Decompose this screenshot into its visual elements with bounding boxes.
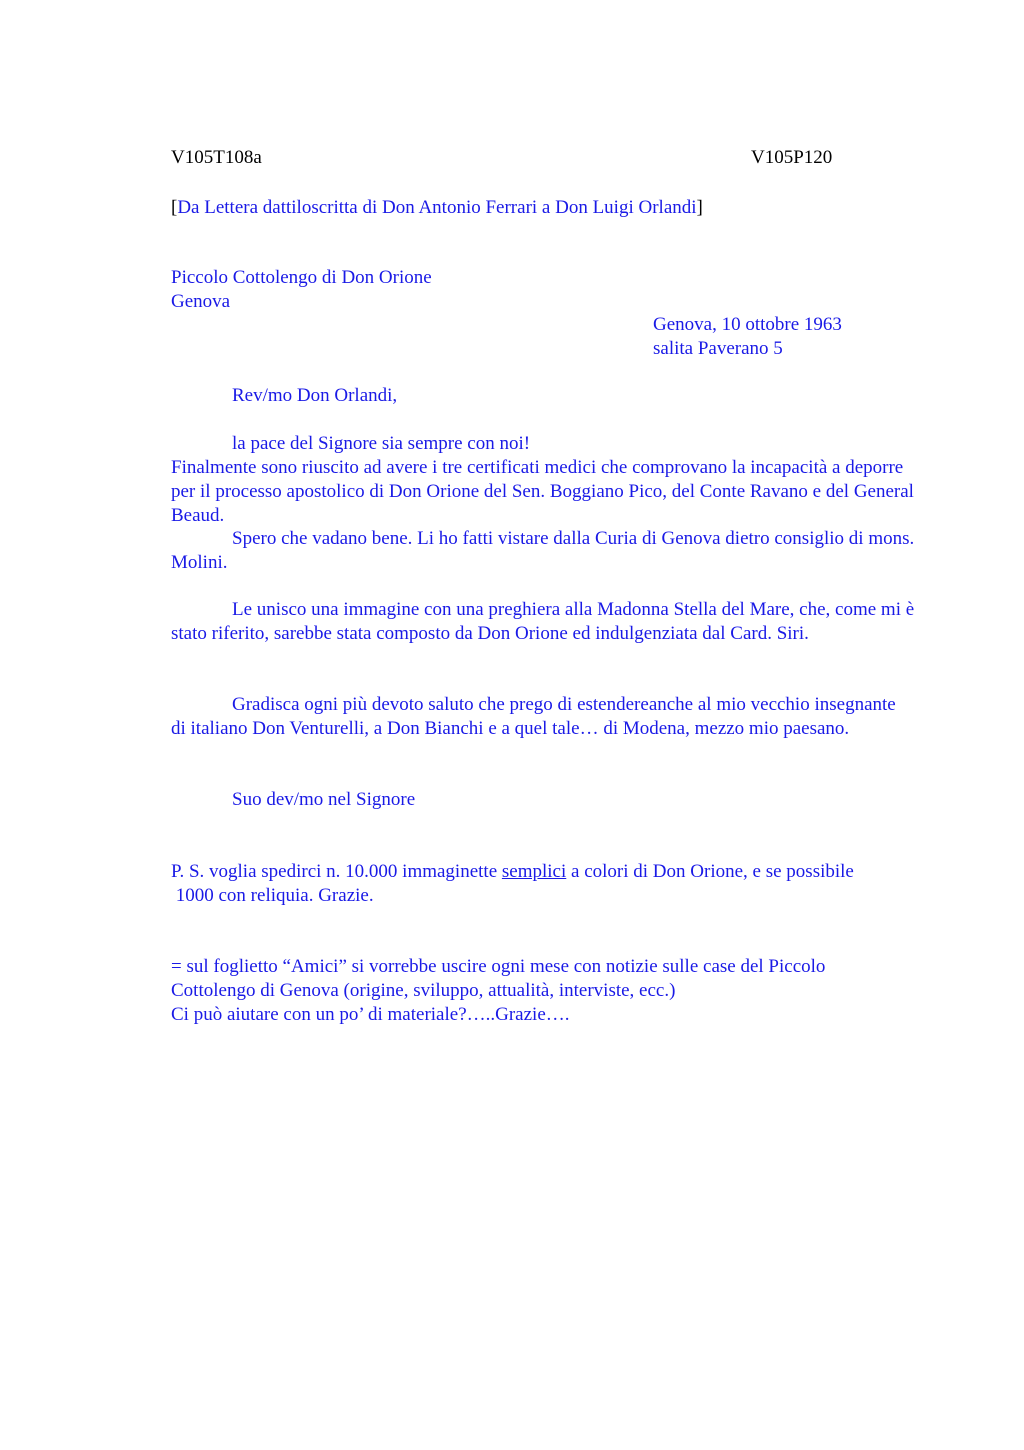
additional-note: [171, 955, 825, 1027]
sender-block: [171, 266, 432, 314]
postscript-line-2: 1000 con reliquia. Grazie.: [171, 885, 374, 906]
note-line-2: Cottolengo di Genova (origine, sviluppo, attualità, interviste, ecc.): [171, 980, 676, 1001]
postscript-underlined-word: semplici: [501, 861, 567, 882]
body-paragraph-1-rest: Finalmente sono riuscito ad avere i tre certificati medici che comprovano la incapacità a deporre per il processo apostolico di Don Orione del Sen. Boggiano Pico, del Conte Ravano e del General Beaud.: [171, 457, 914, 526]
source-note-text: Da Lettera dattiloscritta di Don Antonio Ferrari a Don Luigi Orlandi: [177, 197, 697, 218]
closing: Suo dev/mo nel Signore: [232, 789, 416, 810]
source-note: [171, 196, 703, 220]
note-line-1: = sul foglietto “Amici” si vorrebbe uscire ogni mese con notizie sulle case del Piccolo: [171, 956, 826, 977]
document-code-right: V105P120: [751, 147, 833, 168]
salutation: Rev/mo Don Orlandi,: [232, 385, 398, 406]
postscript: [171, 860, 854, 908]
body-paragraph-1-first-line: la pace del Signore sia sempre con noi!: [232, 433, 531, 454]
source-note-bracket-open: [: [171, 197, 178, 218]
place-date-line-1: Genova, 10 ottobre 1963: [653, 314, 842, 335]
document-code-left: V105T108a: [171, 147, 262, 168]
body-paragraph-2: Spero che vadano bene. Li ho fatti vistare dalla Curia di Genova dietro consiglio di mons. Molini.: [171, 528, 915, 573]
body-paragraph-3: Le unisco una immagine con una preghiera alla Madonna Stella del Mare, che, come mi è stato riferito, sarebbe stata composto da Don Orione ed indulgenziata dal Card. Siri.: [171, 599, 915, 644]
place-date-block: [653, 313, 842, 361]
body-paragraph-4: Gradisca ogni più devoto saluto che prego di estendereanche al mio vecchio insegnante di italiano Don Venturelli, a Don Bianchi e a quel tale… di Modena, mezzo mio paesano.: [171, 694, 896, 739]
place-date-line-2: salita Paverano 5: [653, 338, 783, 359]
sender-line-2: Genova: [171, 291, 231, 312]
source-note-bracket-close: ]: [696, 197, 703, 218]
note-line-3: Ci può aiutare con un po’ di materiale?…..Grazie….: [171, 1004, 570, 1025]
postscript-line-1: P. S. voglia spedirci n. 10.000 immaginette semplici a colori di Don Orione, e se possibile: [171, 861, 854, 882]
sender-line-1: Piccolo Cottolengo di Don Orione: [171, 267, 432, 288]
body-paragraph-1: [171, 432, 931, 528]
